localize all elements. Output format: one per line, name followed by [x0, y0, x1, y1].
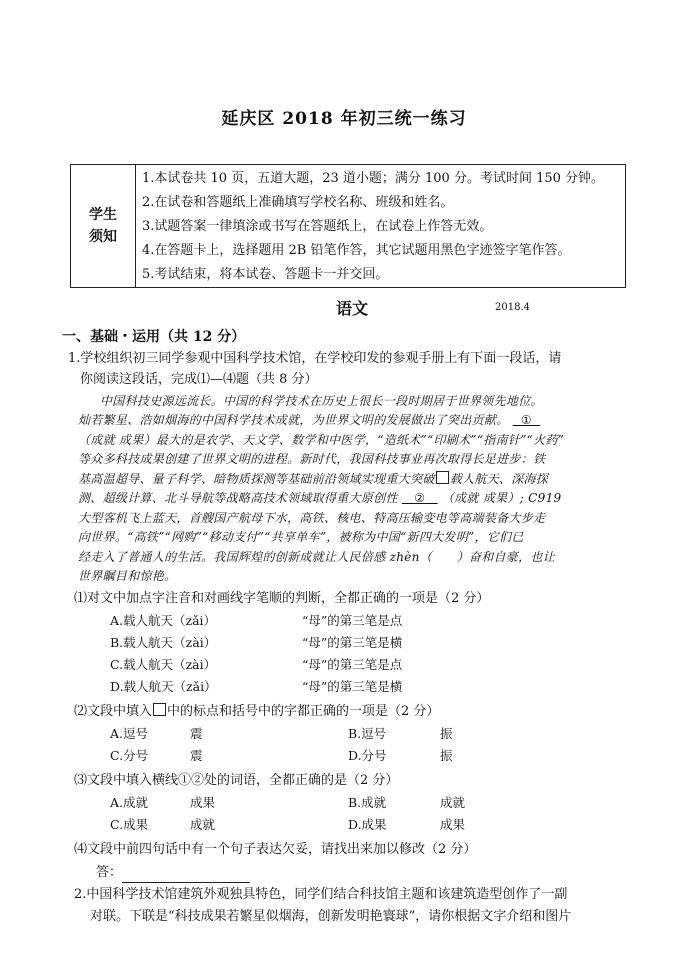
passage-line	[78, 470, 610, 490]
option-b[interactable]: B.成就	[348, 795, 387, 810]
punctuation-box	[436, 471, 449, 484]
notice-label-line2: 须知	[89, 229, 117, 245]
passage-line: （成就 成果）最大的是农学、天文学、数学和中医学，“造纸术”“印刷术”“指南针”“火药”	[78, 433, 565, 447]
blank-2-label: ②	[414, 491, 426, 505]
option-b-word: 成就	[440, 795, 466, 810]
option-c[interactable]: C.成果	[110, 817, 149, 832]
sub2-stem-post: 中的标点和括号中的字都正确的一项是（2 分）	[167, 704, 440, 719]
punctuation-box	[153, 703, 166, 716]
option-b[interactable]: B.载人航天（zài）	[110, 635, 217, 650]
option-b-detail: “母”的第三笔是横	[302, 635, 403, 650]
option-d[interactable]: D.载人航天（zǎi）	[110, 679, 217, 694]
sub2-stem-pre: ⑵文段中填入	[74, 704, 153, 719]
notice-item: 5.考试结束，将本试卷、答题卡一并交回。	[142, 267, 389, 282]
blank-1	[513, 413, 541, 427]
option-c-word: 震	[190, 748, 203, 763]
option-d-detail: “母”的第三笔是横	[302, 679, 403, 694]
option-d-word: 成果	[440, 817, 466, 832]
blank-2	[402, 491, 438, 505]
option-c[interactable]: C.载人航天（zài）	[110, 657, 217, 672]
q2-line2: 对联。下联是“科技成果若繁星似烟海，创新发明艳寰球”，请你根据文字介绍和图片	[90, 909, 572, 924]
passage-line-text: 灿若繁星、浩如烟海的中国科学技术成就，为世界文明的发展做出了突出贡献。	[78, 413, 509, 427]
q2-line1: 2.中国科学技术馆建筑外观独具特色，同学们结合科技馆主题和该建筑造型创作了一副	[74, 887, 568, 902]
option-d[interactable]: D.分号	[348, 748, 387, 763]
passage-line: 世界瞩目和惊艳。	[78, 569, 177, 583]
passage-line	[78, 411, 610, 431]
option-b-word: 振	[440, 726, 453, 741]
option-a-word: 成果	[190, 795, 216, 810]
passage-line-text: （成就 成果）; C919	[441, 491, 562, 505]
notice-label-line1: 学生	[89, 207, 117, 223]
option-c-detail: “母”的第三笔是点	[302, 657, 403, 672]
passage-line: 等众多科技成果创建了世界文明的进程。新时代，我国科技事业再次取得长足进步：铁	[78, 452, 546, 466]
passage-line: 大型客机飞上蓝天，首艘国产航母下水，高铁、核电、特高压输变电等高端装备大步走	[78, 511, 546, 525]
sub3-stem: ⑶文段中填入横线①②处的词语，全都正确的是（2 分）	[74, 773, 399, 788]
option-c-word: 成就	[190, 817, 216, 832]
sub1-stem: ⑴对文中加点字注音和对画线字笔顺的判断，全都正确的一项是（2 分）	[74, 591, 490, 606]
option-a-word: 震	[190, 726, 203, 741]
passage-line-text: 基高温超导、量子科学、暗物质探测等基础前沿领域实现重大突破	[78, 472, 435, 486]
notice-item: 1.本试卷共 10 页，五道大题，23 道小题；满分 100 分。考试时间 150 分钟。	[142, 171, 605, 186]
option-b[interactable]: B.逗号	[348, 726, 387, 741]
section-heading: 一、基础・运用（共 12 分）	[62, 329, 246, 345]
q1-stem-line2: 你阅读这段话，完成⑴—⑷题（共 8 分）	[80, 372, 318, 387]
notice-item: 3.试题答案一律填涂或书写在答题纸上，在试卷上作答无效。	[142, 219, 493, 234]
option-a[interactable]: A.逗号	[110, 726, 149, 741]
sub2-stem	[74, 701, 439, 722]
exam-date: 2018.4	[495, 302, 530, 313]
option-a[interactable]: A.成就	[110, 795, 149, 810]
notice-item: 4.在答题卡上，选择题用 2B 铅笔作答，其它试题用黑色字迹签字笔作答。	[142, 243, 571, 258]
passage-line: 向世界。“高铁”“网购”“移动支付”“共享单车”，被称为中国“新四大发明”，它们已	[78, 530, 524, 544]
page-title: 延庆区 2018 年初三统一练习	[221, 109, 467, 129]
sub4-stem: ⑷文段中前四句话中有一个句子表达欠妥，请找出来加以修改（2 分）	[74, 842, 477, 857]
answer-label: 答：	[96, 865, 123, 880]
answer-line	[96, 862, 250, 883]
passage-line	[78, 489, 610, 509]
option-c[interactable]: C.分号	[110, 748, 149, 763]
passage-line-text: 载人航天、深海探	[449, 472, 549, 486]
q1-stem-line1: 1.学校组织初三同学参观中国科学技术馆，在学校印发的参观手册上有下面一段话，请	[68, 351, 562, 366]
passage-line: 中国科技史源远流长。中国的科学技术在历史上很长一段时期居于世界领先地位。	[100, 394, 543, 408]
passage-line: 经走入了普通人的生活。我国辉煌的创新成就让人民倍感 zhèn（ ）奋和自豪，也让	[78, 550, 555, 564]
notice-box	[70, 164, 626, 288]
notice-label	[71, 165, 136, 288]
option-a[interactable]: A.载人航天（zǎi）	[110, 613, 217, 628]
option-d[interactable]: D.成果	[348, 817, 387, 832]
blank-1-label: ①	[520, 413, 532, 427]
option-d-word: 振	[440, 748, 453, 763]
subject-title: 语文	[336, 299, 369, 318]
notice-item: 2.在试卷和答题纸上准确填写学校名称、班级和姓名。	[142, 195, 454, 210]
notice-items	[136, 165, 626, 288]
answer-blank[interactable]	[122, 870, 250, 883]
passage-line-text: 测、超级计算、北斗导航等战略高技术领域取得重大原创性	[78, 491, 398, 505]
option-a-detail: “母”的第三笔是点	[302, 613, 403, 628]
